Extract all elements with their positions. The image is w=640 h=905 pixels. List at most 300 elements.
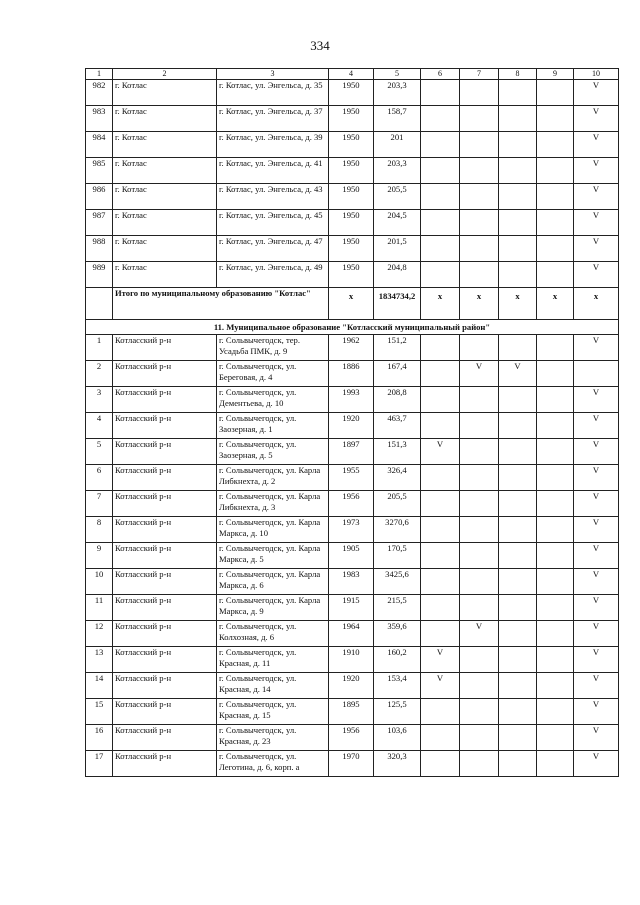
table-cell: Котласский р-н	[113, 673, 217, 699]
column-number-header-row	[86, 69, 619, 80]
table-cell: V	[574, 132, 619, 158]
table-cell	[86, 288, 113, 320]
table-cell: 986	[86, 184, 113, 210]
table-cell	[537, 595, 574, 621]
table-cell	[460, 491, 499, 517]
table-row	[86, 413, 619, 439]
table-cell: г. Сольвычегодск, ул. Заозерная, д. 1	[217, 413, 329, 439]
table-cell: 987	[86, 210, 113, 236]
table-cell: Котласский р-н	[113, 569, 217, 595]
table-cell	[499, 751, 537, 777]
table-cell: 208,8	[374, 387, 421, 413]
table-row	[86, 210, 619, 236]
table-cell: V	[574, 262, 619, 288]
table-row	[86, 595, 619, 621]
total-value: x	[574, 288, 619, 320]
table-cell: V	[574, 647, 619, 673]
total-value: x	[537, 288, 574, 320]
table-cell: 1983	[329, 569, 374, 595]
table-cell: Котласский р-н	[113, 387, 217, 413]
total-value: x	[329, 288, 374, 320]
table-row	[86, 106, 619, 132]
table-cell: V	[421, 673, 460, 699]
table-cell: 153,4	[374, 673, 421, 699]
table-cell	[460, 184, 499, 210]
table-cell	[421, 621, 460, 647]
table-cell: Котласский р-н	[113, 491, 217, 517]
table-cell	[421, 106, 460, 132]
table-cell: г. Котлас	[113, 210, 217, 236]
table-cell: V	[574, 621, 619, 647]
table-cell: 16	[86, 725, 113, 751]
table-cell: V	[574, 699, 619, 725]
section-title: 11. Муниципальное образование "Котласский муниципальный район"	[86, 320, 619, 335]
total-value: x	[499, 288, 537, 320]
table-cell: V	[574, 751, 619, 777]
table-cell	[499, 132, 537, 158]
table-cell: 326,4	[374, 465, 421, 491]
table-cell: г. Сольвычегодск, ул. Карла Маркса, д. 9	[217, 595, 329, 621]
table-cell	[460, 517, 499, 543]
table-cell: 1910	[329, 647, 374, 673]
table-cell: 15	[86, 699, 113, 725]
table-cell: 1886	[329, 361, 374, 387]
table-cell	[537, 210, 574, 236]
table-cell: V	[574, 106, 619, 132]
table-cell	[421, 595, 460, 621]
table-cell: 320,3	[374, 751, 421, 777]
table-cell: 1950	[329, 210, 374, 236]
table-cell: 983	[86, 106, 113, 132]
table-cell: V	[574, 210, 619, 236]
table-cell: V	[574, 439, 619, 465]
table-cell: Котласский р-н	[113, 647, 217, 673]
table-cell: 160,2	[374, 647, 421, 673]
table-cell	[499, 158, 537, 184]
column-header: 2	[113, 69, 217, 80]
table-row	[86, 491, 619, 517]
table-cell	[421, 491, 460, 517]
table-cell	[537, 725, 574, 751]
table-cell	[499, 699, 537, 725]
table-cell: V	[574, 158, 619, 184]
table-row	[86, 517, 619, 543]
table-cell	[421, 210, 460, 236]
table-cell: г. Котлас	[113, 132, 217, 158]
table-cell: 1970	[329, 751, 374, 777]
table-cell: Котласский р-н	[113, 361, 217, 387]
table-cell: 125,5	[374, 699, 421, 725]
table-cell	[499, 725, 537, 751]
table-cell: г. Котлас, ул. Энгельса, д. 39	[217, 132, 329, 158]
table-cell	[460, 236, 499, 262]
table-cell	[460, 465, 499, 491]
table-cell	[421, 158, 460, 184]
table-cell: V	[421, 647, 460, 673]
column-header: 4	[329, 69, 374, 80]
table-cell: г. Сольвычегодск, ул. Береговая, д. 4	[217, 361, 329, 387]
table-cell	[499, 236, 537, 262]
table-cell: г. Сольвычегодск, ул. Дементьева, д. 10	[217, 387, 329, 413]
table-cell: 7	[86, 491, 113, 517]
table-cell: 151,2	[374, 335, 421, 361]
table-row	[86, 158, 619, 184]
table-cell	[537, 569, 574, 595]
table-cell: 1973	[329, 517, 374, 543]
column-header: 3	[217, 69, 329, 80]
table-cell	[499, 543, 537, 569]
table-cell	[537, 80, 574, 106]
column-header: 5	[374, 69, 421, 80]
table-cell	[421, 569, 460, 595]
table-cell: 12	[86, 621, 113, 647]
table-cell	[460, 210, 499, 236]
table-cell	[460, 647, 499, 673]
table-cell: Котласский р-н	[113, 465, 217, 491]
table-cell: 3270,6	[374, 517, 421, 543]
total-value: 1834734,2	[374, 288, 421, 320]
table-cell: г. Котлас, ул. Энгельса, д. 35	[217, 80, 329, 106]
table-row	[86, 751, 619, 777]
table-cell: 988	[86, 236, 113, 262]
table-cell: 1950	[329, 262, 374, 288]
table-cell: г. Сольвычегодск, ул. Красная, д. 15	[217, 699, 329, 725]
table-cell: г. Сольвычегодск, тер. Усадьба ПМК, д. 9	[217, 335, 329, 361]
table-cell	[499, 465, 537, 491]
table-cell: 3	[86, 387, 113, 413]
table-cell	[460, 387, 499, 413]
table-cell: 167,4	[374, 361, 421, 387]
table-cell	[499, 491, 537, 517]
table-cell: г. Котлас	[113, 236, 217, 262]
table-cell: 1	[86, 335, 113, 361]
column-header: 1	[86, 69, 113, 80]
table-row	[86, 132, 619, 158]
table-cell: Котласский р-н	[113, 543, 217, 569]
table-cell: Котласский р-н	[113, 439, 217, 465]
table-cell	[460, 569, 499, 595]
table-cell	[421, 543, 460, 569]
table-cell	[537, 184, 574, 210]
table-cell	[499, 595, 537, 621]
table-cell	[537, 647, 574, 673]
table-cell: V	[574, 517, 619, 543]
table-cell	[460, 699, 499, 725]
table-cell: 1915	[329, 595, 374, 621]
table-cell: 11	[86, 595, 113, 621]
table-cell: 1897	[329, 439, 374, 465]
table-cell: 9	[86, 543, 113, 569]
table-cell	[537, 132, 574, 158]
table-cell: г. Котлас, ул. Энгельса, д. 49	[217, 262, 329, 288]
table-cell: 170,5	[374, 543, 421, 569]
table-cell: V	[574, 595, 619, 621]
table-cell	[421, 236, 460, 262]
table-cell	[537, 106, 574, 132]
table-cell	[537, 465, 574, 491]
table-cell: V	[460, 361, 499, 387]
table-cell: 14	[86, 673, 113, 699]
table-cell	[537, 262, 574, 288]
table-row	[86, 543, 619, 569]
table-cell	[421, 517, 460, 543]
table-cell	[460, 595, 499, 621]
table-cell	[537, 335, 574, 361]
table-cell	[537, 517, 574, 543]
table-cell: 1950	[329, 236, 374, 262]
table-cell: г. Сольвычегодск, ул. Колхозная, д. 6	[217, 621, 329, 647]
table-cell: V	[574, 80, 619, 106]
table-cell: 1920	[329, 673, 374, 699]
table-cell	[537, 621, 574, 647]
table-cell: 8	[86, 517, 113, 543]
table-cell: г. Сольвычегодск, ул. Красная, д. 14	[217, 673, 329, 699]
table-cell	[460, 751, 499, 777]
table-cell	[460, 262, 499, 288]
table-cell: 1950	[329, 106, 374, 132]
table-cell	[460, 106, 499, 132]
table-row	[86, 439, 619, 465]
table-row	[86, 335, 619, 361]
table-cell: 1895	[329, 699, 374, 725]
table-cell	[537, 413, 574, 439]
table-row	[86, 699, 619, 725]
table-row	[86, 236, 619, 262]
table-cell	[537, 699, 574, 725]
table-cell: г. Сольвычегодск, ул. Карла Маркса, д. 5	[217, 543, 329, 569]
table-row	[86, 465, 619, 491]
table-cell: Котласский р-н	[113, 595, 217, 621]
table-cell	[499, 210, 537, 236]
table-cell: V	[574, 465, 619, 491]
table-cell: 359,6	[374, 621, 421, 647]
table-cell	[421, 262, 460, 288]
table-cell	[499, 517, 537, 543]
table-cell: V	[574, 413, 619, 439]
table-cell: 215,5	[374, 595, 421, 621]
table-cell	[460, 543, 499, 569]
table-cell: г. Сольвычегодск, ул. Заозерная, д. 5	[217, 439, 329, 465]
table-cell: 201	[374, 132, 421, 158]
table-cell	[460, 132, 499, 158]
table-cell	[537, 361, 574, 387]
table-row	[86, 387, 619, 413]
table-cell: 1956	[329, 491, 374, 517]
table-cell	[537, 491, 574, 517]
table-cell: 17	[86, 751, 113, 777]
table-cell	[499, 413, 537, 439]
table-cell: г. Котлас	[113, 158, 217, 184]
table-cell: Котласский р-н	[113, 751, 217, 777]
table-cell	[421, 465, 460, 491]
table-cell	[499, 387, 537, 413]
table-cell: 1956	[329, 725, 374, 751]
table-row	[86, 725, 619, 751]
table-cell	[499, 335, 537, 361]
table-cell	[421, 132, 460, 158]
column-header: 6	[421, 69, 460, 80]
table-cell: г. Сольвычегодск, ул. Карла Либкнехта, д. 3	[217, 491, 329, 517]
column-header: 9	[537, 69, 574, 80]
table-cell: 203,3	[374, 80, 421, 106]
table-cell	[499, 621, 537, 647]
table-cell: 3425,6	[374, 569, 421, 595]
table-cell: 989	[86, 262, 113, 288]
table-cell: 1962	[329, 335, 374, 361]
table-cell: 1950	[329, 158, 374, 184]
table-cell: 13	[86, 647, 113, 673]
table-cell	[537, 673, 574, 699]
table-cell: 1955	[329, 465, 374, 491]
table-cell: г. Сольвычегодск, ул. Карла Либкнехта, д. 2	[217, 465, 329, 491]
table-cell	[460, 158, 499, 184]
table-cell	[421, 699, 460, 725]
table-cell: 2	[86, 361, 113, 387]
table-cell: 103,6	[374, 725, 421, 751]
table-cell: 204,8	[374, 262, 421, 288]
table-cell: г. Сольвычегодск, ул. Карла Маркса, д. 6	[217, 569, 329, 595]
table-cell: Котласский р-н	[113, 621, 217, 647]
table-cell: 10	[86, 569, 113, 595]
table-cell: 1950	[329, 184, 374, 210]
table-row	[86, 184, 619, 210]
table-cell: 203,3	[374, 158, 421, 184]
table-cell: 1964	[329, 621, 374, 647]
table-cell	[460, 413, 499, 439]
table-cell	[537, 387, 574, 413]
table-cell: 205,5	[374, 491, 421, 517]
table-row	[86, 361, 619, 387]
table-cell	[499, 262, 537, 288]
table-cell: г. Котлас, ул. Энгельса, д. 45	[217, 210, 329, 236]
table-cell: 982	[86, 80, 113, 106]
table-cell	[421, 80, 460, 106]
table-cell	[499, 439, 537, 465]
table-cell	[421, 361, 460, 387]
table-cell	[460, 439, 499, 465]
table-cell	[537, 543, 574, 569]
page-number: 334	[310, 38, 330, 53]
table-cell: г. Котлас	[113, 106, 217, 132]
housing-register-table	[85, 68, 619, 777]
table-cell: г. Котлас	[113, 184, 217, 210]
table-cell: г. Котлас, ул. Энгельса, д. 41	[217, 158, 329, 184]
table-cell: V	[574, 543, 619, 569]
table-cell: 1993	[329, 387, 374, 413]
table-cell: г. Сольвычегодск, ул. Красная, д. 11	[217, 647, 329, 673]
table-cell: 985	[86, 158, 113, 184]
table-cell	[499, 184, 537, 210]
table-cell: 984	[86, 132, 113, 158]
total-value: x	[421, 288, 460, 320]
table-cell: V	[574, 491, 619, 517]
table-row	[86, 569, 619, 595]
table-cell	[537, 439, 574, 465]
table-cell: 4	[86, 413, 113, 439]
table-row	[86, 673, 619, 699]
table-cell: V	[499, 361, 537, 387]
table-cell	[574, 361, 619, 387]
section-heading-row	[86, 320, 619, 335]
column-header: 7	[460, 69, 499, 80]
table-cell: 1905	[329, 543, 374, 569]
table-cell	[421, 751, 460, 777]
table-cell	[537, 751, 574, 777]
table-cell	[460, 725, 499, 751]
table-cell: 205,5	[374, 184, 421, 210]
table-cell: V	[574, 184, 619, 210]
total-label: Итого по муниципальному образованию "Котлас"	[113, 288, 329, 320]
table-cell: г. Котлас	[113, 80, 217, 106]
table-cell: 463,7	[374, 413, 421, 439]
table-cell	[421, 184, 460, 210]
column-header: 10	[574, 69, 619, 80]
table-cell: Котласский р-н	[113, 517, 217, 543]
table-cell: 1950	[329, 132, 374, 158]
table-cell	[421, 335, 460, 361]
table-cell	[499, 569, 537, 595]
table-cell: V	[574, 569, 619, 595]
table-cell: 204,5	[374, 210, 421, 236]
table-row	[86, 262, 619, 288]
table-cell: 151,3	[374, 439, 421, 465]
table-cell: г. Сольвычегодск, ул. Красная, д. 23	[217, 725, 329, 751]
table-cell	[460, 80, 499, 106]
table-cell	[537, 236, 574, 262]
table-cell	[499, 80, 537, 106]
table-cell	[421, 725, 460, 751]
table-cell	[537, 158, 574, 184]
table-cell	[421, 387, 460, 413]
table-cell: 1950	[329, 80, 374, 106]
table-cell: Котласский р-н	[113, 699, 217, 725]
table-cell	[499, 673, 537, 699]
table-cell: V	[421, 439, 460, 465]
table-cell: 201,5	[374, 236, 421, 262]
table-cell: 5	[86, 439, 113, 465]
table-row	[86, 647, 619, 673]
table-cell: V	[574, 387, 619, 413]
total-value: x	[460, 288, 499, 320]
table-cell: г. Котлас	[113, 262, 217, 288]
table-cell: V	[574, 335, 619, 361]
table-cell: г. Котлас, ул. Энгельса, д. 43	[217, 184, 329, 210]
table-cell	[460, 335, 499, 361]
table-cell: V	[460, 621, 499, 647]
table-cell: Котласский р-н	[113, 725, 217, 751]
table-row	[86, 80, 619, 106]
table-cell	[421, 413, 460, 439]
column-header: 8	[499, 69, 537, 80]
table-row	[86, 621, 619, 647]
table-cell: г. Сольвычегодск, ул. Леготина, д. 6, корп. а	[217, 751, 329, 777]
table-cell: г. Котлас, ул. Энгельса, д. 37	[217, 106, 329, 132]
table-cell: Котласский р-н	[113, 335, 217, 361]
total-row	[86, 288, 619, 320]
table-cell: 158,7	[374, 106, 421, 132]
table-cell: V	[574, 725, 619, 751]
table-cell: 1920	[329, 413, 374, 439]
table-cell	[499, 647, 537, 673]
table-cell	[460, 673, 499, 699]
table-cell: V	[574, 236, 619, 262]
table-cell: V	[574, 673, 619, 699]
table-cell: Котласский р-н	[113, 413, 217, 439]
table-cell: г. Сольвычегодск, ул. Карла Маркса, д. 10	[217, 517, 329, 543]
table-cell: г. Котлас, ул. Энгельса, д. 47	[217, 236, 329, 262]
table-cell: 6	[86, 465, 113, 491]
table-cell	[499, 106, 537, 132]
